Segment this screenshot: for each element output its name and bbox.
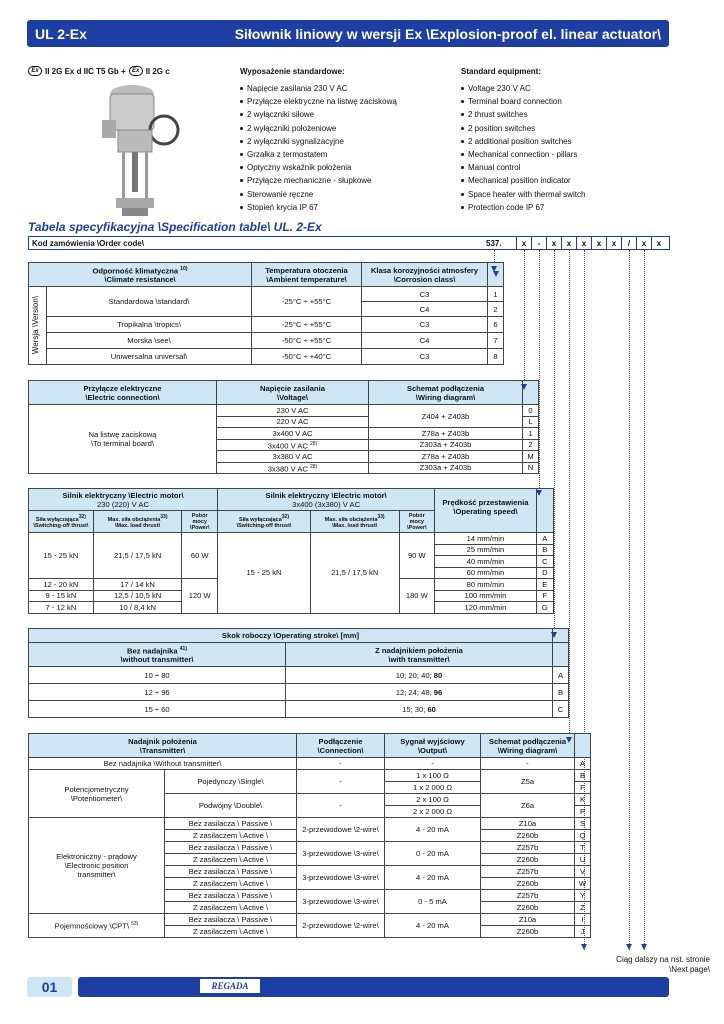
code-cell: 1 bbox=[488, 287, 504, 302]
table-cell: 120 mm/min bbox=[435, 602, 537, 614]
table-cell: 9 - 15 kN bbox=[29, 590, 94, 602]
list-item: Napięcie zasilania 230 V AC bbox=[240, 82, 397, 95]
table-cell: 12,5 / 10,5 kN bbox=[93, 590, 182, 602]
table-cell: 100 mm/min bbox=[435, 590, 537, 602]
table-cell: Bez zasilacza \ Passive \ bbox=[165, 842, 297, 854]
code-header bbox=[575, 734, 591, 758]
table-cell: 12 - 20 kN bbox=[29, 579, 94, 591]
table-cell: 1 x 2 000 Ω bbox=[385, 782, 481, 794]
table-cell: 0 - 20 mA bbox=[385, 842, 481, 866]
list-item: 2 position switches bbox=[461, 122, 585, 135]
order-code-char: - bbox=[531, 237, 546, 250]
actuator-image bbox=[92, 80, 182, 220]
table-cell: Z257b bbox=[481, 866, 575, 878]
code-cell: U bbox=[575, 854, 591, 866]
cert-a: II 2G Ex d IIC T5 Gb + bbox=[45, 66, 126, 76]
table-cell: Uniwersalna universal\ bbox=[47, 349, 252, 365]
guide-line bbox=[494, 250, 495, 262]
table-cell: 1 x 100 Ω bbox=[385, 770, 481, 782]
table-cell: 220 V AC bbox=[217, 416, 369, 428]
connection-header: Podłączenie \Connection\ bbox=[297, 734, 385, 758]
list-item: 2 wyłączniki siłowe bbox=[240, 108, 397, 121]
guide-line bbox=[629, 250, 630, 950]
code-cell: 6 bbox=[488, 317, 504, 333]
list-item: Grzałka z termostatem bbox=[240, 148, 397, 161]
motor-header: Silnik elektryczny \Electric motor\ 230 (220) V AC bbox=[29, 489, 218, 511]
table-cell: -50°C ÷ +40°C bbox=[252, 349, 362, 365]
table-cell: Bez zasilacza \ Passive \ bbox=[165, 890, 297, 902]
code-cell: G bbox=[536, 602, 553, 614]
list-item: Sterowanie ręczne bbox=[240, 188, 397, 201]
table-cell: Pojedynczy \Single\ bbox=[165, 770, 297, 794]
arrow-down-icon bbox=[491, 266, 497, 272]
table-cell: Bez zasilacza \ Passive \ bbox=[165, 866, 297, 878]
order-code-char: / bbox=[621, 237, 636, 250]
list-item: Manual control bbox=[461, 161, 585, 174]
table-cell: 21,5 / 17,5 kN bbox=[93, 533, 182, 579]
voltage-header: Napięcie zasilania \Voltage\ bbox=[217, 381, 369, 405]
table-cell: 15 ÷ 60 bbox=[29, 701, 286, 718]
table-cell: 10 ÷ 80 bbox=[29, 667, 286, 684]
table-cell: 7 - 12 kN bbox=[29, 602, 94, 614]
table-cell: 180 W bbox=[399, 579, 435, 614]
order-code-label: Kod zamówienia \Order code\ bbox=[32, 239, 145, 248]
table-cell: 3-przewodowe \3-wire\ bbox=[297, 890, 385, 914]
thrust-header: Siła wyłączająca32) \Switching-off thrust\ bbox=[218, 511, 311, 533]
cert-b: II 2G c bbox=[145, 66, 170, 76]
code-cell: Z bbox=[575, 902, 591, 914]
table-cell: Bez zasilacza \ Passive \ bbox=[165, 914, 297, 926]
guide-line bbox=[554, 250, 555, 628]
continued-note: Ciąg dalszy na nst. stronie \Next page\ bbox=[616, 955, 710, 974]
table-cell: Podwójny \Double\ bbox=[165, 794, 297, 818]
code-cell: C bbox=[553, 701, 569, 718]
table-cell: Z404 + Z403b bbox=[369, 405, 523, 428]
arrow-down-icon bbox=[536, 490, 542, 496]
model-title: UL 2-Ex bbox=[35, 25, 87, 42]
table-cell: 3x400 V AC $^{28)}$ bbox=[217, 439, 369, 451]
order-code-prefix: 537. bbox=[486, 239, 502, 248]
code-cell: L bbox=[523, 416, 539, 428]
table-cell: 4 - 20 mA bbox=[385, 866, 481, 890]
thrust-header: Siła wyłączająca32) \Switching-off thrust\ bbox=[29, 511, 94, 533]
no-transmitter-header: Bez nadajnika $^{41)}$ \without transmitter\ bbox=[29, 643, 286, 667]
code-cell: I bbox=[575, 914, 591, 926]
code-cell: A bbox=[553, 667, 569, 684]
table-cell: Z6a bbox=[481, 794, 575, 818]
table-cell: 15 - 25 kN bbox=[218, 533, 311, 614]
table-cell: 17 / 14 kN bbox=[93, 579, 182, 591]
list-item: Space heater with thermal switch bbox=[461, 188, 585, 201]
table-cell: Z10a bbox=[481, 914, 575, 926]
equipment-title-pl: Wyposażenie standardowe: bbox=[240, 67, 345, 76]
table-cell: 4 - 20 mA bbox=[385, 818, 481, 842]
table-cell: Z zasilaczem \ Active \ bbox=[165, 854, 297, 866]
list-item: 2 wyłączniki sygnalizacyjne bbox=[240, 135, 397, 148]
list-item: Terminal board connection bbox=[461, 95, 585, 108]
list-item: 2 additional position switches bbox=[461, 135, 585, 148]
table-cell: 2-przewodowe \2-wire\ bbox=[297, 818, 385, 842]
code-cell: Y bbox=[575, 890, 591, 902]
arrow-down-icon bbox=[626, 944, 632, 950]
list-item: Mechanical connection - pillars bbox=[461, 148, 585, 161]
table-cell: 3x400 V AC bbox=[217, 428, 369, 440]
table-cell: 25 mm/min bbox=[435, 544, 537, 556]
table-cell: Elektroniczny - prądowy \Electronic position transmitter\ bbox=[29, 818, 165, 914]
equipment-list-pl bbox=[240, 82, 397, 214]
table-cell: - bbox=[297, 794, 385, 818]
table-cell: 80 mm/min bbox=[435, 579, 537, 591]
table-cell: Pojemnościowy \CPT\ $^{53)}$ bbox=[29, 914, 165, 938]
table-cell: 3x380 V AC bbox=[217, 451, 369, 463]
table-cell: Potencjometryczny \Potentiometer\ bbox=[29, 770, 165, 818]
list-item: 2 wyłączniki położeniowe bbox=[240, 122, 397, 135]
transmitter-table bbox=[28, 733, 591, 938]
climate-header: Odporność klimatyczna $^{10)}$ \Climate resistance\ bbox=[29, 263, 252, 287]
code-header bbox=[553, 643, 569, 667]
code-cell: C bbox=[536, 556, 553, 568]
code-cell: 2 bbox=[488, 302, 504, 317]
table-cell: 90 W bbox=[399, 533, 435, 579]
code-cell: J bbox=[575, 926, 591, 938]
page-number: 01 bbox=[27, 977, 72, 997]
table-cell: -25°C ÷ +55°C bbox=[252, 317, 362, 333]
list-item: Voltage 230 V AC bbox=[461, 82, 585, 95]
code-cell: M bbox=[523, 451, 539, 463]
table-cell: Z260b bbox=[481, 878, 575, 890]
code-cell: S bbox=[575, 818, 591, 830]
order-code-bar bbox=[28, 236, 670, 250]
table-cell: 3x380 V AC $^{28)}$ bbox=[217, 462, 369, 474]
table-cell: 15 - 25 kN bbox=[29, 533, 94, 579]
table-cell: Z zasilaczem \ Active \ bbox=[165, 926, 297, 938]
list-item: Mechanical position indicator bbox=[461, 174, 585, 187]
table-cell: 0 - 5 mA bbox=[385, 890, 481, 914]
table-cell: - bbox=[385, 758, 481, 770]
order-code-char: x bbox=[606, 237, 621, 250]
table-cell: 14 mm/min bbox=[435, 533, 537, 545]
code-cell: B bbox=[575, 770, 591, 782]
arrow-down-icon bbox=[566, 737, 572, 743]
order-code-char: x bbox=[516, 237, 531, 250]
table-cell: Standardowa \standard\ bbox=[47, 287, 252, 317]
table-cell: C4 bbox=[362, 333, 488, 349]
arrow-down-icon bbox=[551, 632, 557, 638]
table-cell: - bbox=[297, 758, 385, 770]
code-cell: F bbox=[536, 590, 553, 602]
table-cell: Na listwę zaciskową \To terminal board\ bbox=[29, 405, 217, 474]
motor-table bbox=[28, 488, 554, 614]
connection-header: Przyłącze elektryczne \Electric connection\ bbox=[29, 381, 217, 405]
wiring-header: Schemat podłączenia \Wiring diagram\ bbox=[481, 734, 575, 758]
temperature-header: Temperatura otoczenia \Ambient temperature\ bbox=[252, 263, 362, 287]
table-cell: Z260b bbox=[481, 830, 575, 842]
list-item: 2 thrust switches bbox=[461, 108, 585, 121]
load-header: Max. siła obciążenia33) \Max. load thrust\ bbox=[310, 511, 399, 533]
guide-line bbox=[644, 250, 645, 950]
certification bbox=[28, 66, 170, 76]
table-cell: 3-przewodowe \3-wire\ bbox=[297, 842, 385, 866]
header-subtitle: Siłownik liniowy w wersji Ex \Explosion-proof el. linear actuator\ bbox=[234, 25, 661, 42]
table-cell: Z5a bbox=[481, 770, 575, 794]
list-item: Przyłącze elektryczne na listwę zaciskową bbox=[240, 95, 397, 108]
table-cell: 2 x 2 000 Ω bbox=[385, 806, 481, 818]
table-cell: 40 mm/min bbox=[435, 556, 537, 568]
code-cell: A bbox=[536, 533, 553, 545]
table-cell: 10; 20; 40; 80 bbox=[286, 667, 553, 684]
code-cell: F bbox=[575, 782, 591, 794]
table-cell: 10 / 8,4 kN bbox=[93, 602, 182, 614]
guide-line bbox=[539, 250, 540, 488]
list-item: Stopień krycia IP 67 bbox=[240, 201, 397, 214]
code-cell: 2 bbox=[523, 439, 539, 451]
ex-icon: Ex bbox=[129, 66, 143, 76]
table-cell: Z zasilaczem \ Active \ bbox=[165, 830, 297, 842]
power-header: Pobór mocy \Power\ bbox=[182, 511, 218, 533]
table-cell: 2 x 100 Ω bbox=[385, 794, 481, 806]
transmitter-header: Nadajnik położenia \Transmitter\ bbox=[29, 734, 297, 758]
code-cell: D bbox=[536, 567, 553, 579]
table-cell: 2-przewodowe \2-wire\ bbox=[297, 914, 385, 938]
table-cell: C3 bbox=[362, 317, 488, 333]
code-cell: 0 bbox=[523, 405, 539, 417]
ex-icon: Ex bbox=[28, 66, 42, 76]
load-header: Max. siła obciążenia33) \Max. load thrust\ bbox=[93, 511, 182, 533]
code-cell: 8 bbox=[488, 349, 504, 365]
table-cell: 3-przewodowe \3-wire\ bbox=[297, 866, 385, 890]
list-item: Protection code IP 67 bbox=[461, 201, 585, 214]
table-cell: Z257b bbox=[481, 842, 575, 854]
guide-line bbox=[524, 250, 525, 380]
regada-logo: REGADA bbox=[200, 979, 260, 993]
equipment-list-en bbox=[461, 82, 585, 214]
table-cell: C3 bbox=[362, 349, 488, 365]
code-cell: A bbox=[575, 758, 591, 770]
table-cell: Z303a + Z403b bbox=[369, 439, 523, 451]
table-cell: 21,5 / 17,5 kN bbox=[310, 533, 399, 614]
table-cell: C3 bbox=[362, 287, 488, 302]
table-cell: -25°C ÷ +55°C bbox=[252, 287, 362, 317]
table-cell: 12 ÷ 96 bbox=[29, 684, 286, 701]
list-item: Przyłącze mechaniczne - słupkowe bbox=[240, 174, 397, 187]
with-transmitter-header: Z nadajnikiem położenia \with transmitter\ bbox=[286, 643, 553, 667]
guide-line bbox=[569, 250, 570, 733]
order-code-char: x bbox=[576, 237, 591, 250]
table-cell: Z78a + Z403b bbox=[369, 451, 523, 463]
list-item: Optyczny wskaźnik położenia bbox=[240, 161, 397, 174]
speed-header: Prędkość przestawienia \Operating speed\ bbox=[435, 489, 537, 533]
connection-table bbox=[28, 380, 539, 474]
code-cell: B bbox=[536, 544, 553, 556]
order-code-char: x bbox=[636, 237, 651, 250]
code-cell: N bbox=[523, 462, 539, 474]
table-cell: 12; 24; 48; 96 bbox=[286, 684, 553, 701]
code-cell: V bbox=[575, 866, 591, 878]
arrow-down-icon bbox=[581, 944, 587, 950]
footer-bar bbox=[78, 977, 669, 997]
code-cell: T bbox=[575, 842, 591, 854]
corrosion-header: Klasa korozyjności atmosfery \Corrosion class\ bbox=[362, 263, 488, 287]
table-cell: Tropikalna \tropics\ bbox=[47, 317, 252, 333]
table-cell: Z257b bbox=[481, 890, 575, 902]
code-cell: Q bbox=[575, 830, 591, 842]
table-cell: C4 bbox=[362, 302, 488, 317]
table-cell: Z zasilaczem \ Active \ bbox=[165, 878, 297, 890]
order-code-char: x bbox=[591, 237, 606, 250]
table-cell: Z zasilaczem \ Active \ bbox=[165, 902, 297, 914]
table-cell: - bbox=[481, 758, 575, 770]
table-cell: Bez nadajnika \Without transmitter\ bbox=[29, 758, 297, 770]
table-cell: Z10a bbox=[481, 818, 575, 830]
table-cell: Z78a + Z403b bbox=[369, 428, 523, 440]
table-cell: -50°C ÷ +55°C bbox=[252, 333, 362, 349]
code-cell: K bbox=[575, 794, 591, 806]
page-header bbox=[27, 20, 669, 47]
table-cell: Z260b bbox=[481, 854, 575, 866]
table-cell: Z260b bbox=[481, 902, 575, 914]
table-cell: 15; 30; 60 bbox=[286, 701, 553, 718]
climate-table bbox=[28, 262, 504, 365]
code-cell: E bbox=[536, 579, 553, 591]
order-code-char: x bbox=[561, 237, 576, 250]
arrow-down-icon bbox=[521, 384, 527, 390]
table-cell: - bbox=[297, 770, 385, 794]
table-cell: 60 W bbox=[182, 533, 218, 579]
table-cell: 120 W bbox=[182, 579, 218, 614]
table-cell: Z260b bbox=[481, 926, 575, 938]
motor-header: Silnik elektryczny \Electric motor\ 3x400 (3x380) V AC bbox=[218, 489, 435, 511]
table-cell: 230 V AC bbox=[217, 405, 369, 417]
table-cell: Bez zasilacza \ Passive \ bbox=[165, 818, 297, 830]
wiring-header: Schemat podłączenia \Wiring diagram\ bbox=[369, 381, 523, 405]
table-cell: Morska \see\ bbox=[47, 333, 252, 349]
order-code-char: x bbox=[546, 237, 561, 250]
table-cell: 60 mm/min bbox=[435, 567, 537, 579]
code-cell: P bbox=[575, 806, 591, 818]
code-cell: W bbox=[575, 878, 591, 890]
arrow-down-icon bbox=[641, 944, 647, 950]
stroke-header: Skok roboczy \Operating stroke\ [mm] bbox=[29, 629, 553, 643]
output-header: Sygnał wyjściowy \Output\ bbox=[385, 734, 481, 758]
power-header: Pobór mocy \Power\ bbox=[399, 511, 435, 533]
table-cell: 4 - 20 mA bbox=[385, 914, 481, 938]
version-label: Wersja \Version\ bbox=[29, 287, 47, 365]
code-cell: 7 bbox=[488, 333, 504, 349]
stroke-table bbox=[28, 628, 569, 718]
table-title: Tabela specyfikacyjna \Specification table\ UL. 2-Ex bbox=[28, 220, 322, 234]
table-cell: Z303a + Z403b bbox=[369, 462, 523, 474]
code-cell: B bbox=[553, 684, 569, 701]
code-cell: 1 bbox=[523, 428, 539, 440]
order-code-char: x bbox=[651, 237, 666, 250]
equipment-title-en: Standard equipment: bbox=[461, 67, 542, 76]
